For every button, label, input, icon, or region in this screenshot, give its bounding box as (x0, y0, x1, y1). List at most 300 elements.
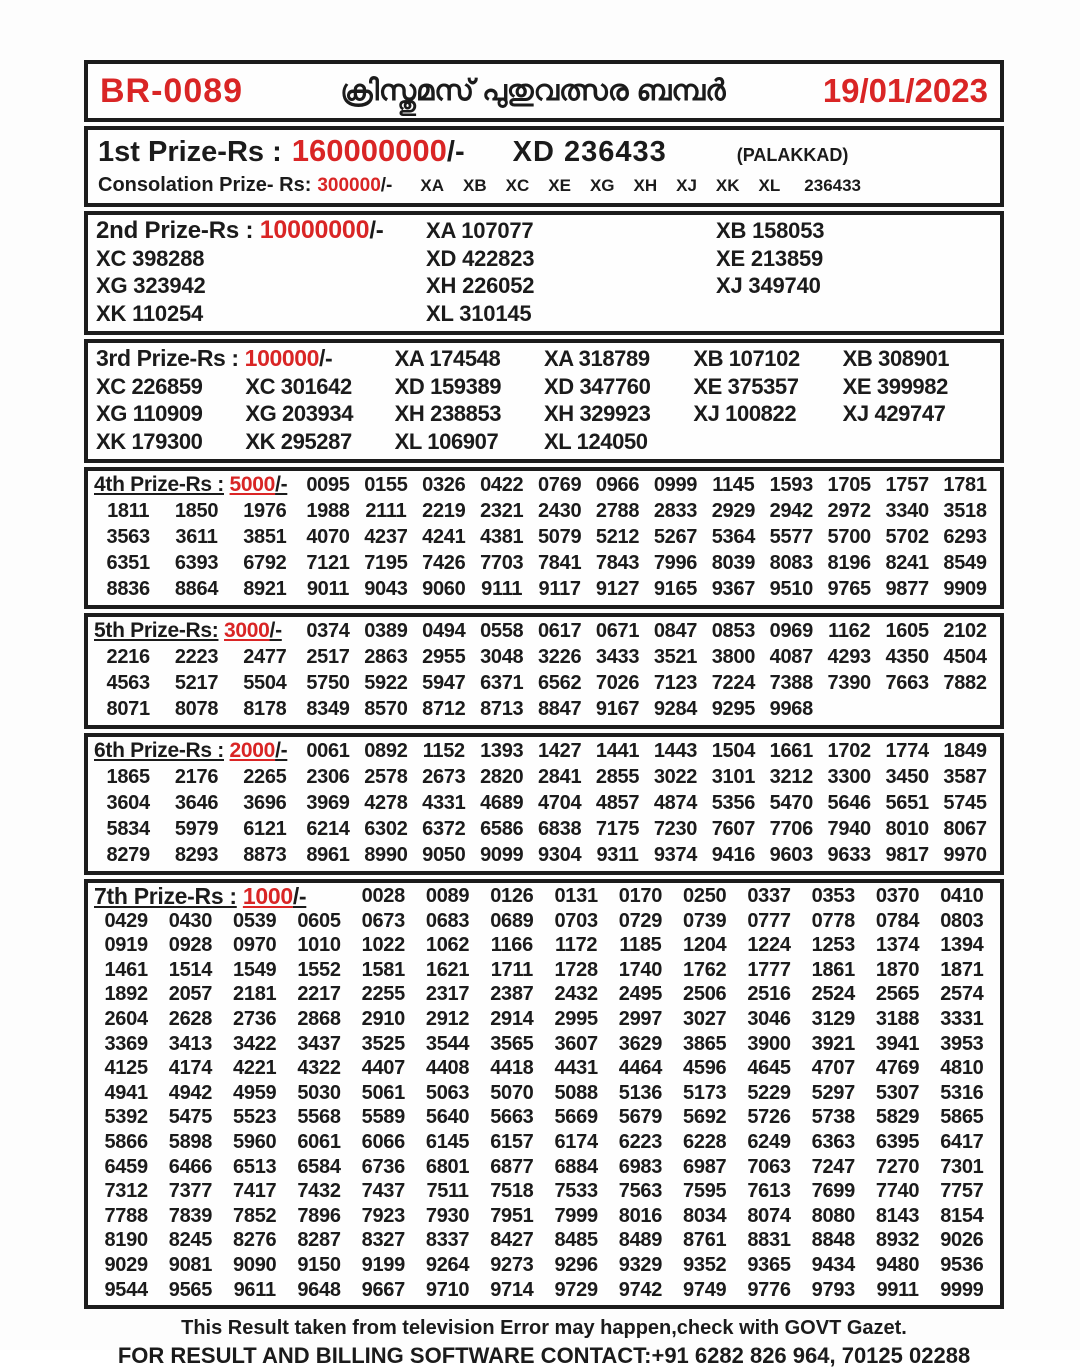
seventh-prize-number: 6884 (554, 1155, 598, 1178)
sixth-prize-number: 2673 (422, 766, 466, 788)
seventh-prize-number: 1621 (425, 958, 470, 981)
fifth-prize-number: 2955 (422, 646, 466, 668)
third-prize-winner: XJ 429747 (842, 401, 946, 426)
seventh-prize-number: 1185 (619, 934, 662, 957)
sixth-prize-number: 2841 (537, 766, 582, 788)
fourth-prize-number: 0326 (422, 474, 466, 496)
fourth-prize-number: 4237 (364, 526, 408, 548)
fifth-prize-number: 7663 (885, 672, 929, 694)
seventh-prize-number: 2574 (940, 983, 984, 1006)
seventh-prize-number: 9742 (618, 1278, 663, 1301)
seventh-prize-number: 2736 (233, 1007, 277, 1030)
fourth-prize-number: 4070 (306, 526, 350, 548)
fifth-prize-number: 5750 (306, 672, 350, 694)
seventh-prize-number: 8276 (233, 1229, 277, 1252)
seventh-prize-number: 3027 (683, 1007, 727, 1030)
seventh-prize-number: 5679 (618, 1106, 663, 1129)
fourth-prize-number: 6293 (943, 526, 987, 548)
footer-disclaimer: This Result taken from television Error may happen,check with GOVT Gazet. (181, 1317, 907, 1340)
seventh-prize-number: 9611 (233, 1278, 276, 1301)
sixth-prize-number: 4874 (653, 792, 698, 814)
fifth-prize-number: 4293 (827, 646, 871, 668)
sixth-prize-number: 9603 (769, 844, 813, 866)
seventh-prize-number: 3941 (875, 1032, 920, 1055)
fifth-prize-number: 1605 (885, 620, 929, 642)
seventh-prize-number: 0970 (233, 934, 277, 957)
seventh-prize-number: 1861 (811, 958, 855, 981)
seventh-prize-number: 0089 (425, 885, 470, 907)
seventh-prize-number: 7923 (361, 1204, 405, 1227)
fourth-prize-number: 1850 (174, 500, 219, 522)
sixth-prize-number: 1865 (106, 766, 150, 788)
third-prize-winner: XK 295287 (245, 428, 352, 454)
fourth-prize-number: 7843 (595, 552, 640, 574)
fifth-prize-number: 0494 (422, 620, 466, 642)
seventh-prize-number: 3129 (811, 1007, 855, 1030)
second-prize-amount-suffix: /- (369, 217, 384, 244)
seventh-prize-number: 3565 (490, 1032, 534, 1055)
first-prize-row (98, 133, 990, 173)
seventh-prize-number: 6223 (618, 1130, 663, 1153)
seventh-prize-number: 5307 (875, 1081, 920, 1104)
sixth-prize-number: 5979 (174, 818, 219, 840)
fourth-prize-number: 2219 (422, 500, 466, 522)
fifth-prize-number: 3521 (653, 646, 698, 668)
consolation-series-code: XE (548, 176, 571, 195)
seventh-prize-number: 9667 (361, 1278, 405, 1301)
seventh-prize-number: 0928 (168, 934, 213, 957)
seventh-prize-number: 5136 (618, 1081, 663, 1104)
seventh-prize-number: 4407 (361, 1057, 405, 1080)
sixth-prize-number: 3300 (827, 766, 871, 788)
second-prize-winner: XH 226052 (426, 273, 535, 298)
seventh-prize-number: 8080 (811, 1204, 855, 1227)
seventh-prize-number: 5392 (104, 1106, 148, 1129)
fourth-prize-number: 7703 (480, 552, 524, 574)
third-prize-winner: XD 159389 (394, 373, 502, 399)
seventh-prize-number: 2910 (361, 1007, 405, 1030)
fifth-prize-number: 5217 (174, 672, 219, 694)
second-prize-label-block (96, 217, 426, 245)
seventh-prize-number: 7852 (233, 1204, 277, 1227)
fifth-prize-number: 0374 (306, 620, 350, 642)
seventh-prize-number: 1762 (683, 958, 727, 981)
seventh-prize-number: 5088 (554, 1081, 598, 1104)
seventh-prize-number: 0028 (361, 885, 405, 907)
sixth-prize-number: 1774 (885, 740, 929, 762)
fifth-prize-number: 5504 (243, 672, 287, 694)
consolation-series-code: XK (715, 176, 740, 195)
sixth-prize-number: 7607 (711, 818, 756, 840)
seventh-prize-number: 6736 (361, 1155, 405, 1178)
seventh-prize-number: 1224 (747, 934, 791, 957)
sixth-prize-number: 3696 (243, 792, 287, 814)
seventh-prize-number: 9026 (940, 1229, 984, 1252)
fourth-prize-number: 7996 (653, 552, 698, 574)
fifth-prize-amount-suffix: /- (269, 619, 282, 642)
seventh-prize-number: 8190 (104, 1229, 148, 1252)
consolation-amount: 300000 (317, 175, 381, 196)
seventh-prize-number: 2516 (747, 983, 791, 1006)
seventh-prize-number: 9536 (940, 1253, 984, 1276)
fifth-prize-number: 8349 (306, 698, 350, 720)
seventh-prize-number: 8932 (875, 1229, 920, 1252)
seventh-prize-number: 5663 (490, 1106, 534, 1129)
fifth-prize-number: 2223 (174, 646, 219, 668)
seventh-prize-number: 7417 (233, 1180, 277, 1203)
sixth-prize-number: 7230 (653, 818, 698, 840)
fifth-prize-number: 8847 (537, 698, 582, 720)
fifth-prize-number: 3048 (480, 646, 524, 668)
fourth-prize-number: 9765 (827, 578, 871, 600)
fifth-prize-number: 4087 (769, 646, 813, 668)
sixth-prize-amount-suffix: /- (275, 739, 288, 762)
third-prize-winner: XC 301642 (245, 373, 352, 399)
sixth-prize-number: 8873 (243, 844, 287, 866)
seventh-prize-number: 4941 (104, 1081, 148, 1104)
seventh-prize-number: 9029 (104, 1253, 148, 1276)
fifth-prize-number: 2517 (306, 646, 350, 668)
consolation-series-code: XC (505, 176, 530, 195)
fourth-prize-number: 0769 (537, 474, 582, 496)
sixth-prize-number: 9099 (480, 844, 524, 866)
seventh-prize-number: 9793 (811, 1278, 855, 1301)
third-prize-label: 3rd Prize-Rs : (96, 345, 239, 371)
seventh-prize-number: 6417 (940, 1130, 984, 1153)
third-prize-winner: XJ 100822 (693, 401, 797, 426)
sixth-prize-number: 5356 (711, 792, 756, 814)
third-prize-winner: XH 238853 (394, 401, 502, 426)
sixth-prize-number: 7940 (827, 818, 871, 840)
sixth-prize-number: 4857 (595, 792, 640, 814)
seventh-prize-number: 7930 (425, 1204, 470, 1227)
third-prize-winner: XE 375357 (693, 373, 799, 399)
seventh-prize-number: 5669 (554, 1106, 598, 1129)
seventh-prize-number: 3525 (361, 1032, 405, 1055)
seventh-prize-number: 2914 (490, 1007, 534, 1030)
seventh-prize-number: 5865 (940, 1106, 984, 1129)
sixth-prize-number: 1441 (595, 740, 640, 762)
fifth-prize-number: 7224 (711, 672, 756, 694)
sixth-prize-number: 6586 (480, 818, 524, 840)
seventh-prize-number: 7312 (104, 1180, 148, 1203)
sixth-prize-number: 2855 (595, 766, 640, 788)
first-prize-amount-suffix: /- (446, 136, 465, 168)
fifth-prize-number: 5922 (364, 672, 408, 694)
third-prize-amount-suffix: /- (319, 345, 333, 371)
seventh-prize-number: 8761 (683, 1229, 727, 1252)
sixth-prize-number: 3587 (943, 766, 987, 788)
third-prize-winner: XB 308901 (842, 346, 950, 371)
sixth-prize-number: 1661 (769, 740, 813, 762)
consolation-prize-row (98, 173, 990, 198)
seventh-prize-number: 5960 (233, 1130, 277, 1153)
seventh-prize-number: 1728 (554, 958, 598, 981)
seventh-prize-number: 2317 (425, 983, 470, 1006)
seventh-prize-number: 4418 (490, 1057, 534, 1080)
seventh-prize-number: 2912 (425, 1007, 470, 1030)
sixth-prize-number: 3022 (653, 766, 698, 788)
footer-contact: FOR RESULT AND BILLING SOFTWARE CONTACT:+91 6282 826 964, 70125 02288 (117, 1343, 971, 1369)
seventh-prize-number: 1549 (233, 958, 277, 981)
seventh-prize-number: 1010 (297, 934, 341, 957)
fourth-prize-number: 8836 (106, 578, 150, 600)
seventh-prize-number: 5297 (811, 1081, 855, 1104)
seventh-prize-number: 2432 (554, 983, 598, 1006)
sixth-prize-number: 4331 (422, 792, 466, 814)
second-prize-winner: XE 213859 (716, 245, 824, 271)
second-prize-winner: XC 398288 (96, 245, 205, 271)
sixth-prize-number: 1152 (422, 740, 465, 762)
fifth-prize-number: 7882 (943, 672, 987, 694)
fifth-prize-number: 0969 (769, 620, 813, 642)
seventh-prize-number: 9565 (168, 1278, 213, 1301)
fourth-prize-number: 8921 (243, 578, 287, 600)
fourth-prize-number: 1811 (107, 500, 150, 522)
third-prize-winner: XD 347760 (543, 373, 651, 399)
sixth-prize-number: 2265 (243, 766, 287, 788)
fourth-prize-number: 9011 (306, 578, 350, 600)
seventh-prize-number: 2524 (811, 983, 855, 1006)
fourth-prize-number: 2321 (480, 500, 524, 522)
sixth-prize-number: 8010 (885, 818, 929, 840)
seventh-prize-number: 7896 (297, 1204, 341, 1227)
seventh-prize-number: 7563 (618, 1180, 663, 1203)
seventh-prize-number: 9365 (747, 1253, 791, 1276)
third-prize-winner: XC 226859 (96, 373, 203, 399)
fifth-prize-number: 9968 (769, 698, 813, 720)
sixth-prize-number: 9311 (596, 844, 639, 866)
fifth-prize-number: 9284 (653, 698, 698, 720)
seventh-prize-number: 5829 (875, 1106, 920, 1129)
seventh-prize-number: 4125 (104, 1057, 148, 1080)
seventh-prize-number: 0429 (104, 909, 148, 932)
fourth-prize-number: 1593 (769, 474, 813, 496)
seventh-prize-number: 2995 (554, 1007, 598, 1030)
sixth-prize-label: 6th Prize-Rs : (94, 739, 224, 762)
fourth-prize-number: 1988 (306, 500, 350, 522)
seventh-prize-number: 0337 (747, 885, 791, 907)
fourth-prize-number: 2833 (653, 500, 698, 522)
seventh-prize-number: 8327 (361, 1229, 405, 1252)
sixth-prize-number: 5834 (106, 818, 150, 840)
fourth-prize-number: 8196 (827, 552, 871, 574)
third-prize-winner: XL 124050 (543, 428, 648, 454)
seventh-prize-number: 4645 (747, 1057, 791, 1080)
fourth-prize-label: 4th Prize-Rs : (94, 473, 224, 496)
seventh-prize-number: 5063 (425, 1081, 470, 1104)
fifth-prize-number: 4563 (106, 672, 150, 694)
third-prize-winner: XK 179300 (96, 428, 203, 454)
seventh-prize-number: 7613 (747, 1180, 791, 1203)
seventh-prize-number: 2255 (361, 983, 405, 1006)
fifth-prize-number: 9295 (711, 698, 756, 720)
seventh-prize-number: 7377 (168, 1180, 213, 1203)
sixth-prize-number: 9817 (885, 844, 929, 866)
fifth-prize-number: 0617 (537, 620, 582, 642)
fourth-prize-number: 3563 (106, 526, 150, 548)
second-prize-winner: XG 323942 (96, 273, 206, 298)
seventh-prize-number: 7437 (361, 1180, 405, 1203)
fifth-prize-number: 8071 (106, 698, 150, 720)
third-prize-winner: XG 110909 (96, 401, 203, 426)
seventh-prize-number: 1740 (618, 958, 663, 981)
seventh-prize-number: 1062 (425, 934, 470, 957)
fifth-prize-number: 0558 (480, 620, 524, 642)
seventh-prize-number: 5523 (233, 1106, 277, 1129)
seventh-prize-number: 9480 (875, 1253, 920, 1276)
fifth-prize-number: 7026 (595, 672, 640, 694)
sixth-prize-number: 0892 (364, 740, 408, 762)
fifth-prize-label: 5th Prize-Rs: (94, 619, 219, 642)
seventh-prize-number: 6174 (554, 1130, 598, 1153)
seventh-prize-number: 9544 (104, 1278, 148, 1301)
sixth-prize-number: 5470 (769, 792, 813, 814)
fifth-prize-number: 4350 (885, 646, 929, 668)
fifth-prize-number: 0847 (653, 620, 698, 642)
third-prize-winner: XL 106907 (394, 428, 499, 454)
sixth-prize-number: 9050 (422, 844, 466, 866)
fifth-prize-number: 7388 (769, 672, 813, 694)
seventh-prize-number: 9199 (361, 1253, 405, 1276)
sixth-prize-number: 7706 (769, 818, 813, 840)
first-prize-label: 1st Prize-Rs : (98, 136, 282, 168)
seventh-prize-number: 9999 (940, 1278, 984, 1301)
seventh-prize-number: 5173 (683, 1081, 727, 1104)
fourth-prize-number: 5212 (595, 526, 640, 548)
seventh-prize-number: 5692 (683, 1106, 727, 1129)
consolation-number: 236433 (804, 176, 862, 195)
seventh-prize-number: 8831 (747, 1229, 791, 1252)
seventh-prize-number: 5640 (425, 1106, 470, 1129)
seventh-prize-number: 6987 (683, 1155, 727, 1178)
second-prize-winner: XK 110254 (96, 300, 204, 326)
seventh-prize-number: 9434 (811, 1253, 855, 1276)
fourth-prize-number: 2788 (595, 500, 640, 522)
seventh-prize-number: 7270 (875, 1155, 920, 1178)
seventh-prize-number: 3413 (168, 1032, 213, 1055)
fifth-prize-number: 8570 (364, 698, 408, 720)
seventh-prize-number: 4431 (554, 1057, 598, 1080)
seventh-prize-number: 2506 (683, 983, 727, 1006)
sixth-prize-number: 1504 (711, 740, 756, 762)
seventh-prize-number: 3437 (297, 1032, 341, 1055)
sixth-prize-number: 1849 (943, 740, 987, 762)
seventh-prize-number: 5316 (940, 1081, 984, 1104)
seventh-prize-number: 7518 (490, 1180, 534, 1203)
seventh-prize-number: 7951 (490, 1204, 534, 1227)
seventh-prize-number: 0410 (940, 885, 984, 907)
seventh-prize-number: 6395 (875, 1130, 920, 1153)
seventh-prize-number: 1374 (875, 934, 920, 957)
sixth-prize-number: 8067 (943, 818, 987, 840)
seventh-prize-number: 4707 (811, 1057, 855, 1080)
sixth-prize-number: 8279 (106, 844, 150, 866)
seventh-prize-number: 8287 (297, 1229, 341, 1252)
seventh-prize-number: 3422 (233, 1032, 277, 1055)
fourth-prize-number: 6351 (106, 552, 150, 574)
seventh-prize-number: 2565 (875, 983, 920, 1006)
seventh-prize-number: 6249 (747, 1130, 791, 1153)
seventh-prize-label: 7th Prize-Rs : (94, 883, 237, 909)
second-prize-winner: XB 158053 (716, 218, 825, 243)
seventh-prize-number: 6061 (297, 1130, 341, 1153)
seventh-prize-number: 5589 (361, 1106, 405, 1129)
seventh-prize-label-block (94, 884, 351, 909)
fourth-prize-amount-suffix: /- (275, 473, 288, 496)
sixth-prize-number: 3101 (711, 766, 756, 788)
fourth-prize-number: 9127 (595, 578, 640, 600)
seventh-prize-number: 4221 (233, 1057, 277, 1080)
fifth-prize-number: 8712 (422, 698, 466, 720)
second-prize-amount: 10000000 (259, 216, 370, 244)
fourth-prize-number: 5364 (711, 526, 756, 548)
fourth-prize-number: 2942 (769, 500, 813, 522)
consolation-series-code: XB (463, 176, 487, 195)
seventh-prize-number: 1871 (940, 958, 984, 981)
sixth-prize-number: 5646 (827, 792, 871, 814)
sixth-prize-number: 9970 (943, 844, 987, 866)
sixth-prize-number: 9633 (827, 844, 871, 866)
sixth-prize-number: 9374 (653, 844, 698, 866)
fifth-prize-number: 7123 (653, 672, 698, 694)
seventh-prize-number: 3629 (618, 1032, 663, 1055)
seventh-prize-number: 3921 (811, 1032, 855, 1055)
fourth-prize-number: 8864 (174, 578, 219, 600)
fourth-prize-number: 0155 (364, 474, 408, 496)
consolation-series-list (420, 174, 780, 198)
second-prize-winner: XJ 349740 (716, 273, 821, 298)
seventh-prize-number: 6363 (811, 1130, 855, 1153)
fifth-prize-number: 5947 (422, 672, 466, 694)
seventh-prize-number: 9264 (425, 1253, 470, 1276)
seventh-prize-number: 9710 (425, 1278, 470, 1301)
seventh-prize-number: 9273 (490, 1253, 534, 1276)
seventh-prize-number: 0673 (361, 909, 405, 932)
fourth-prize-number: 1781 (943, 474, 987, 496)
seventh-prize-number: 3046 (747, 1007, 791, 1030)
sixth-prize-number: 1393 (480, 740, 524, 762)
first-prize-amount: 160000000 (291, 133, 447, 168)
seventh-prize-number: 2604 (104, 1007, 148, 1030)
fourth-prize-number: 9877 (885, 578, 929, 600)
seventh-prize-number: 9329 (618, 1253, 663, 1276)
seventh-prize-number: 8034 (683, 1204, 727, 1227)
fourth-prize-number: 2929 (711, 500, 756, 522)
seventh-prize-number: 7533 (554, 1180, 598, 1203)
fifth-prize-number: 3433 (595, 646, 640, 668)
fifth-prize-number: 2477 (243, 646, 287, 668)
third-prize-winner: XA 318789 (543, 346, 650, 371)
fourth-prize-number: 5577 (769, 526, 813, 548)
seventh-prize-number: 3900 (747, 1032, 791, 1055)
seventh-prize-number: 2387 (490, 983, 534, 1006)
first-prize-location: (PALAKKAD) (736, 145, 849, 165)
fourth-prize-number: 9060 (422, 578, 466, 600)
seventh-prize-number: 9648 (297, 1278, 341, 1301)
seventh-prize-number: 5568 (297, 1106, 341, 1129)
fifth-prize-number: 0389 (364, 620, 408, 642)
second-prize-winner: XA 107077 (426, 218, 534, 243)
seventh-prize-number: 5475 (168, 1106, 213, 1129)
seventh-prize-number: 4464 (618, 1057, 663, 1080)
third-prize-section (84, 339, 1004, 463)
seventh-prize-number: 2495 (618, 983, 663, 1006)
seventh-prize-number: 1394 (940, 934, 984, 957)
third-prize-winner: XE 399982 (842, 373, 948, 399)
seventh-prize-number: 7063 (747, 1155, 791, 1178)
sixth-prize-number: 1427 (537, 740, 582, 762)
